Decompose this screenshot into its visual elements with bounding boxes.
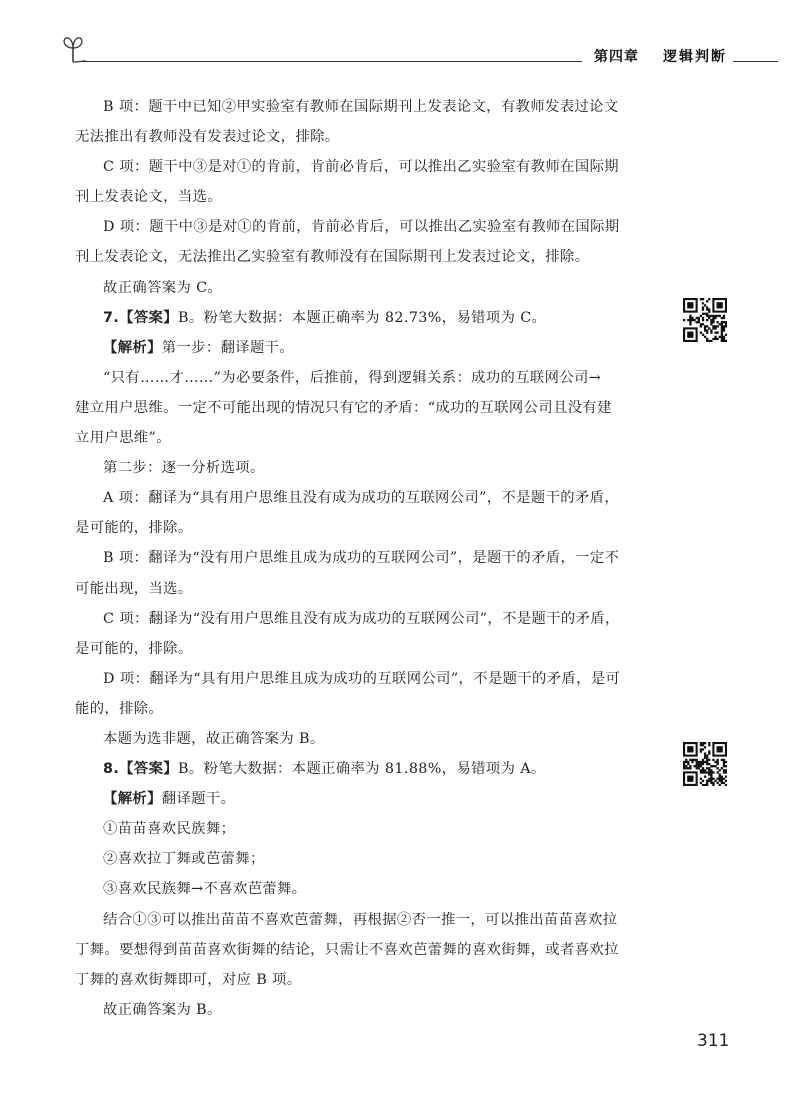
text-line [103, 273, 661, 303]
page-body [75, 92, 661, 1025]
text-line [103, 92, 661, 122]
sprout-icon [58, 34, 88, 68]
text-line [103, 453, 661, 483]
text-line [103, 664, 661, 694]
text-line [103, 212, 661, 242]
line-text: D 项：翻译为“具有用户思维且成为成功的互联网公司”，不是题干的矛盾，是可 [103, 670, 621, 687]
line-text: 故正确答案为 B。 [103, 1001, 222, 1018]
text-line [75, 513, 661, 543]
text-line [103, 604, 661, 634]
answer-line [103, 784, 661, 814]
header-rule-right [733, 61, 778, 62]
line-text: 第二步：逐一分析选项。 [103, 460, 265, 477]
line-text: 是可能的，排除。 [75, 640, 193, 657]
line-text: ②喜欢拉丁舞或芭蕾舞； [103, 851, 265, 868]
line-text: D 项：题干中③是对①的肯前，肯前必肯后，可以推出乙实验室有教师在国际期 [103, 219, 620, 236]
line-text: ①苗苗喜欢民族舞； [103, 821, 236, 838]
text-line [75, 634, 661, 664]
line-text: 刊上发表论文，当选。 [75, 189, 222, 206]
line-text: B。粉笔大数据：本题正确率为 82.73%，易错项为 C。 [177, 309, 547, 326]
answer-line [103, 303, 661, 333]
line-text: 是可能的，排除。 [75, 520, 193, 537]
line-text: B 项：翻译为“没有用户思维且成为成功的互联网公司”，是题干的矛盾，一定不 [103, 550, 620, 567]
answer-label: 8.【答案】 [103, 761, 178, 778]
line-text: 翻译题干。 [161, 791, 236, 808]
line-text: ③喜欢民族舞→不喜欢芭蕾舞。 [103, 881, 307, 898]
line-text: 本题为选非题，故正确答案为 B。 [103, 730, 325, 747]
answer-label: 7.【答案】 [103, 309, 178, 326]
line-text: B。粉笔大数据：本题正确率为 81.88%，易错项为 A。 [177, 761, 546, 778]
line-text: 无法推出有教师没有发表过论文，排除。 [75, 129, 340, 146]
line-text: 第一步：翻译题干。 [161, 339, 295, 356]
line-text: 结合①③可以推出苗苗不喜欢芭蕾舞，再根据②否一推一，可以推出苗苗喜欢拉 [103, 911, 618, 928]
line-text: B 项：题干中已知②甲实验室有教师在国际期刊上发表论文，有教师发表过论文 [103, 99, 619, 115]
line-text: C 项：翻译为“没有用户思维且没有成为成功的互联网公司”，不是题干的矛盾， [103, 610, 620, 627]
line-text: “只有……才……”为必要条件，后推前，得到逻辑关系：成功的互联网公司→ [103, 369, 602, 386]
line-text: 刊上发表论文，无法推出乙实验室有教师没有在国际期刊上发表过论文，排除。 [75, 249, 590, 266]
chapter-title: 逻辑判断 [663, 49, 727, 65]
text-line [103, 905, 661, 935]
text-line [75, 122, 661, 152]
text-line [75, 242, 661, 272]
text-line [103, 874, 661, 904]
text-line [75, 965, 661, 995]
line-text: 丁舞的喜欢街舞即可，对应 B 项。 [75, 971, 302, 988]
text-line [75, 694, 661, 724]
line-text: 能的，排除。 [75, 700, 164, 717]
text-line [103, 844, 661, 874]
chapter-label: 第四章 [594, 49, 639, 65]
text-line [103, 363, 661, 393]
answer-label: 【解析】 [103, 339, 162, 356]
qr-code-icon [683, 298, 727, 342]
text-line [75, 423, 661, 453]
line-text: C 项：题干中③是对①的肯前，肯前必肯后，可以推出乙实验室有教师在国际期 [103, 159, 619, 176]
text-line [103, 724, 661, 754]
line-text: A 项：翻译为“具有用户思维且没有成为成功的互联网公司”，不是题干的矛盾， [103, 490, 620, 507]
text-line [75, 574, 661, 604]
line-text: 建立用户思维。一定不可能出现的情况只有它的矛盾：“成功的互联网公司且没有建 [75, 399, 612, 416]
text-line [103, 152, 661, 182]
answer-label: 【解析】 [103, 791, 162, 808]
line-text: 可能出现，当选。 [75, 580, 193, 597]
qr-code-icon [683, 742, 727, 786]
answer-line [103, 333, 661, 363]
text-line [103, 483, 661, 513]
text-line [75, 935, 661, 965]
line-text: 立用户思维”。 [75, 430, 171, 447]
text-line [75, 182, 661, 212]
answer-line [103, 754, 661, 784]
text-line [103, 543, 661, 573]
text-line [75, 393, 661, 423]
text-line [103, 814, 661, 844]
text-line [103, 995, 661, 1025]
page-header [0, 0, 800, 80]
page-number: 311 [697, 1031, 730, 1051]
line-text: 丁舞。要想得到苗苗喜欢街舞的结论，只需让不喜欢芭蕾舞的喜欢街舞，或者喜欢拉 [75, 941, 619, 958]
line-text: 故正确答案为 C。 [103, 279, 223, 296]
header-rule [82, 61, 582, 62]
